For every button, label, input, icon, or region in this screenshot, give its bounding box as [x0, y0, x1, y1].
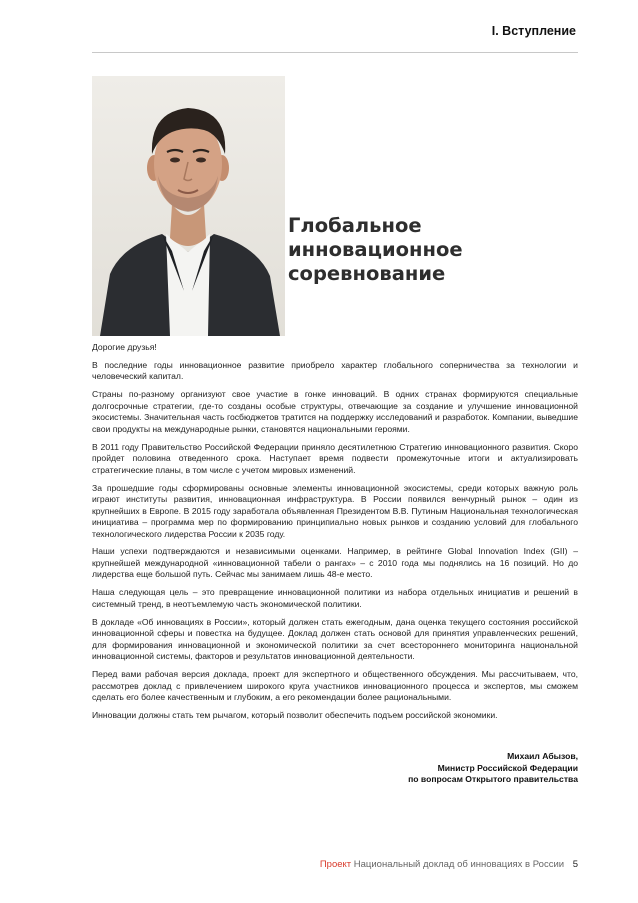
- title-line: Глобальное: [288, 214, 422, 237]
- paragraph: Страны по-разному организуют свое участие в гонке инноваций. В одних странах формируются специальные долгосрочные стратегии, где-то созданы особые структуры, отвечающие за создание и улучшение инновационной экосистемы. Значительная часть госбюджетов тратится на поддержку исследований и разработок. Компании, выведшие свои продукты на международные рынки, становятся национальными героями.: [92, 389, 578, 434]
- title-line: соревнование: [288, 262, 446, 285]
- footer-project-label: Проект: [319, 859, 352, 870]
- paragraph: Дорогие друзья!: [92, 342, 157, 352]
- title-line: инновационное: [288, 238, 463, 261]
- paragraph: В 2011 году Правительство Российской Федерации приняло десятилетнюю Стратегию инновационного развития. Скоро пройдет половина отведенного срока. Наступает время подвести промежуточные итоги и актуализировать стратегические планы, в том числе с учетом мировых изменений.: [92, 441, 578, 475]
- paragraph: За прошедшие годы сформированы основные элементы инновационной экосистемы, среди которых важную роль играют институты развития, инновационная инфраструктура. В России появился венчурный рынок – один из крупнейших в Европе. В 2015 году заработала объявленная Президентом В.В. Путиным Национальная технологическая инициатива – программа мер по формированию принципиально новых рынков и созданию условий для глобального технологического лидерства России к 2035 году.: [92, 482, 578, 539]
- page-footer: [320, 859, 578, 870]
- page-number: 5: [572, 859, 578, 870]
- header-divider: [92, 52, 578, 53]
- paragraph: Наша следующая цель – это превращение инновационной политики из набора отдельных инициатив и решений в системный тренд, в неотъемлемую часть экономической политики.: [92, 587, 578, 609]
- portrait-illustration: [92, 76, 285, 336]
- paragraph: В докладе «Об инновациях в России», который должен стать ежегодным, дана оценка текущего состояния российской инновационной сферы и повестка на будущее. Доклад должен стать основой для принятия управленческих решений, для формирования инновационной и экономической политики за счет всестороннего мониторинга национальной инновационной системы, факторов и результатов инновационной деятельности.: [92, 616, 578, 662]
- footer-title: Национальный доклад об инновациях в России: [353, 859, 565, 870]
- section-header: I. Вступление: [491, 24, 576, 38]
- body-text: [92, 342, 578, 728]
- page-title: [288, 214, 528, 286]
- paragraph: Наши успехи подтверждаются и независимыми оценками. Например, в рейтинге Global Innovation Index (GII) – крупнейшей международной «инновационной табели о рангах» – с 2010 года мы поднялись на 16 позиций. Но до лидерства еще большой путь. Сейчас мы занимаем лишь 48-е место.: [92, 546, 578, 580]
- paragraph: Перед вами рабочая версия доклада, проект для экспертного и общественного обсуждения. Мы рассчитываем, что, рассмотрев доклад с привлечением широкого круга участников инновационного процесса и экспертов, мы сможем сделать его более качественным и глубоким, а его рекомендации более рациональными.: [92, 669, 578, 703]
- signature-position: по вопросам Открытого правительства: [408, 774, 578, 784]
- signature-name: Михаил Абызов,: [507, 751, 578, 761]
- paragraph: Инновации должны стать тем рычагом, который позволит обеспечить подъем российской экономики.: [92, 710, 498, 721]
- paragraph: В последние годы инновационное развитие приобрело характер глобального соперничества за технологии и человеческий капитал.: [92, 359, 578, 382]
- signature-position: Министр Российской Федерации: [437, 762, 578, 773]
- signature-block: [408, 751, 578, 786]
- portrait-photo: [92, 76, 285, 336]
